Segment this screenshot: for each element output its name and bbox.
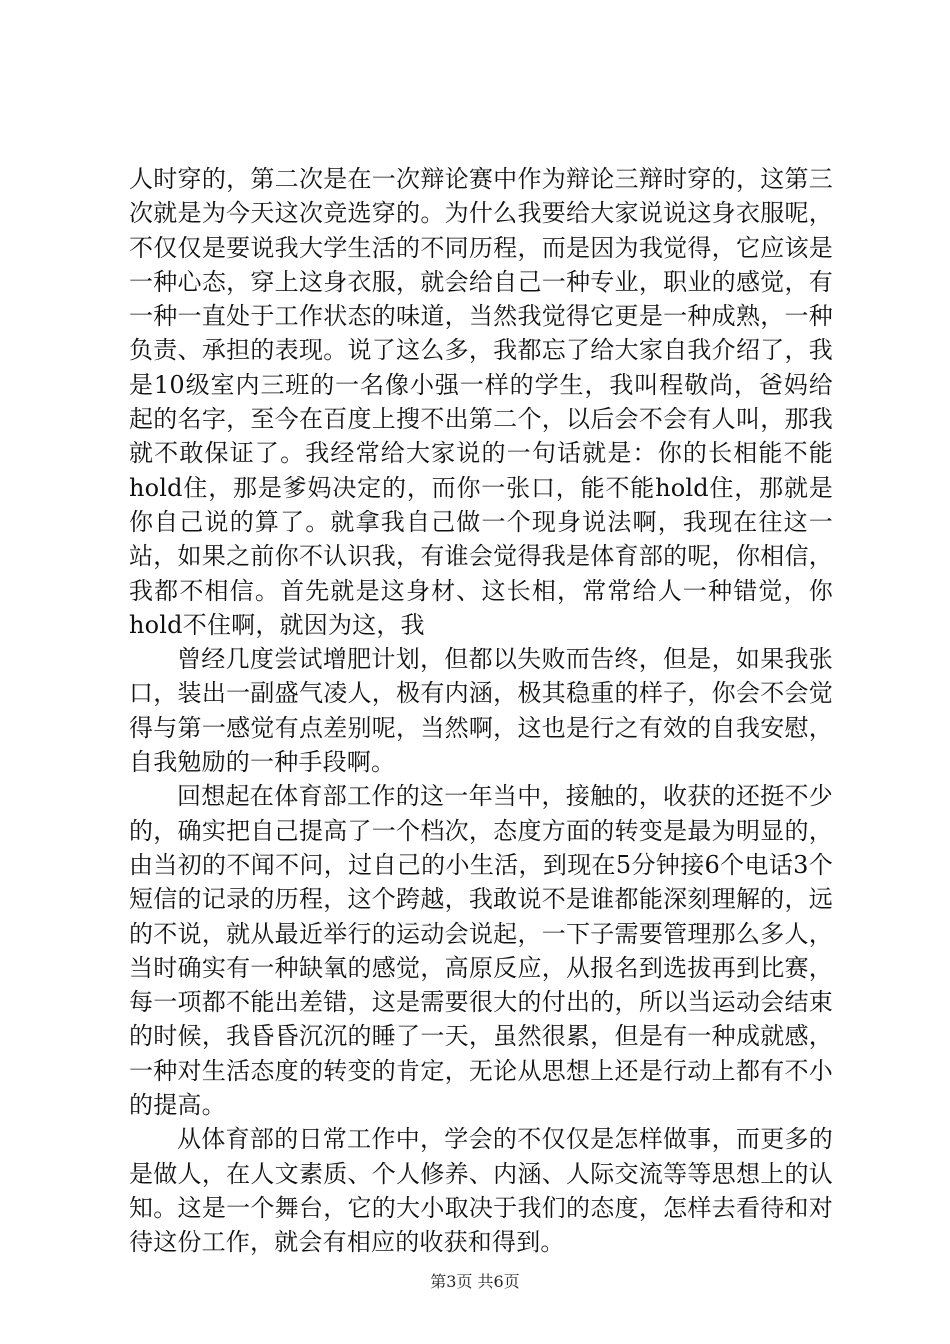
paragraph-4: 从体育部的日常工作中，学会的不仅仅是怎样做事，而更多的是做人，在人文素质、个人修养、内涵、人际交流等等思想上的认知。这是一个舞台，它的大小取决于我们的态度，怎样去看待和对待这份工作，就会有相应的收获和得到。: [129, 1125, 833, 1257]
paragraph-1: 人时穿的，第二次是在一次辩论赛中作为辩论三辩时穿的，这第三次就是为今天这次竞选穿的。为什么我要给大家说说这身衣服呢，不仅仅是要说我大学生活的不同历程，而是因为我觉得，它应该是一种心态，穿上这身衣服，就会给自己一种专业，职业的感觉，有一种一直处于工作状态的味道，当然我觉得它更是一种成熟，一种负责、承担的表现。说了这么多，我都忘了给大家自我介绍了，我是10级室内三班的一名像小强一样的学生，我叫程敬尚，爸妈给起的名字，至今在百度上搜不出第二个，以后会不会有人叫，那我就不敢保证了。我经常给大家说的一句话就是：你的长相能不能hold住，那是爹妈决定的，而你一张口，能不能hold住，那就是你自己说的算了。就拿我自己做一个现身说法啊，我现在往这一站，如果之前你不认识我，有谁会觉得我是体育部的呢，你相信，我都不相信。首先就是这身材、这长相，常常给人一种错觉，你hold不住啊，就因为这，我: [129, 165, 833, 639]
paragraph-2: 曾经几度尝试增肥计划，但都以失败而告终，但是，如果我张口，装出一副盛气凌人，极有内涵，极其稳重的样子，你会不会觉得与第一感觉有点差别呢，当然啊，这也是行之有效的自我安慰，自我勉励的一种手段啊。: [129, 645, 833, 777]
body-text: [129, 162, 833, 1260]
page-footer: 第3页 共6页: [430, 1272, 520, 1291]
paragraph-3: 回想起在体育部工作的这一年当中，接触的，收获的还挺不少的，确实把自己提高了一个档次，态度方面的转变是最为明显的，由当初的不闻不问，过自己的小生活，到现在5分钟接6个电话3个短信的记录的历程，这个跨越，我敢说不是谁都能深刻理解的，远的不说，就从最近举行的运动会说起，一下子需要管理那么多人，当时确实有一种缺氧的感觉，高原反应，从报名到选拔再到比赛，每一项都不能出差错，这是需要很大的付出的，所以当运动会结束的时候，我昏昏沉沉的睡了一天，虽然很累，但是有一种成就感，一种对生活态度的转变的肯定，无论从思想上还是行动上都有不小的提高。: [129, 782, 833, 1120]
